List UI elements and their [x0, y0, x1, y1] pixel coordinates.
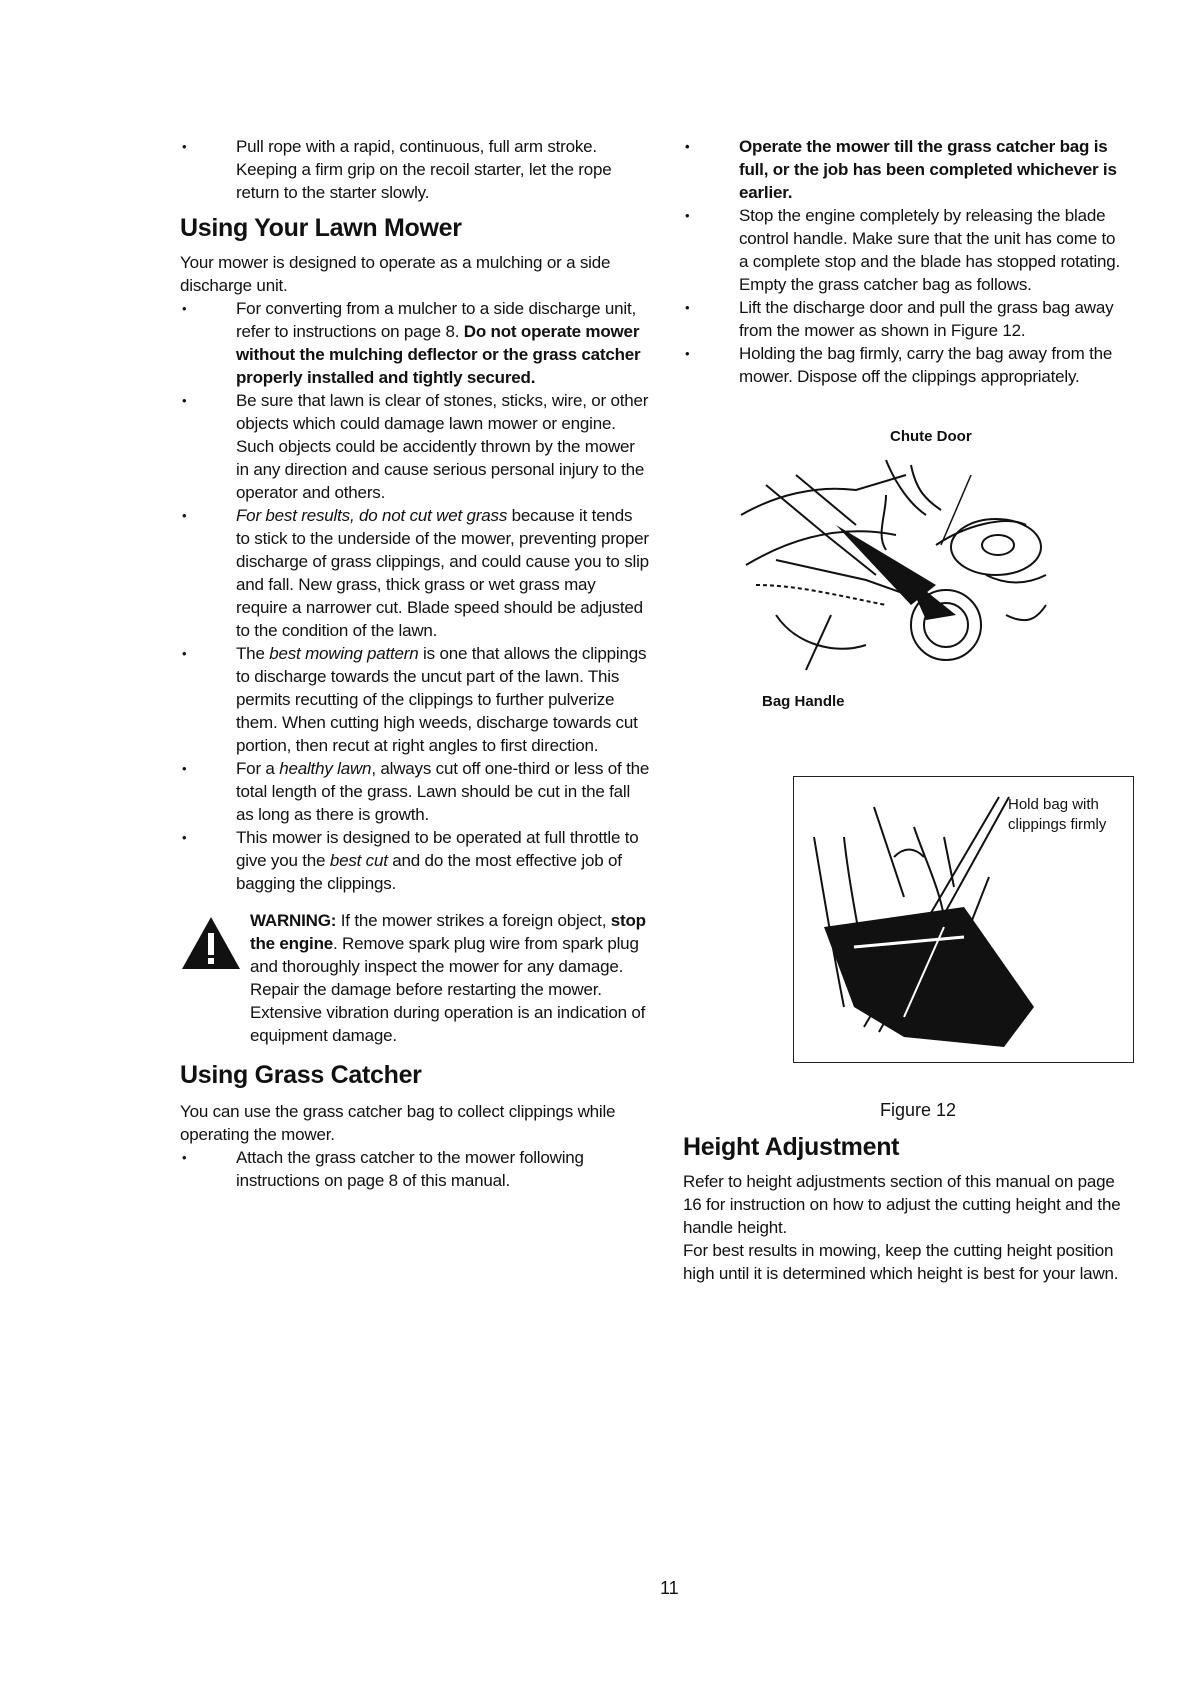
list-item: • Be sure that lawn is clear of stones, sticks, wire, or other objects which could damage lawn mower or engine. Such objects could be accidently thrown by the mower in any direction and cause serious personal injury to the operator and others. [180, 389, 650, 504]
list-item: • For converting from a mulcher to a side discharge unit, refer to instructions on page 8. Do not operate mower without the mulching deflector or the grass catcher properly installed and tightly secured. [180, 297, 650, 389]
height-paragraph-2: For best results in mowing, keep the cutting height position high until it is determined which height is best for your lawn. [683, 1241, 1119, 1283]
list-item: • For a healthy lawn, always cut off one-third or less of the total length of the grass. Lawn should be cut in the fall as long as there is growth. [180, 757, 650, 826]
list-item: • Stop the engine completely by releasing the blade control handle. Make sure that the unit has come to a complete stop and the blade has stopped rotating. Empty the grass catcher bag as follows. [683, 204, 1123, 296]
height-paragraph-1: Refer to height adjustments section of this manual on page 16 for instruction on how to adjust the cutting height and the handle height. [683, 1172, 1121, 1237]
grass-catcher-intro: You can use the grass catcher bag to collect clippings while operating the mower. [180, 1102, 616, 1144]
using-mower-bullets [180, 297, 650, 895]
hold-bag-label: Hold bag with clippings firmly [1008, 796, 1107, 833]
page-number: 11 [660, 1578, 679, 1598]
warning-block [180, 909, 650, 1047]
warning-triangle-icon [180, 915, 242, 971]
mulching-warning-text: Do not operate mower without the mulching deflector or the grass catcher properly installed and tightly secured. [236, 322, 641, 387]
figure-caption: Figure 12 [880, 1100, 957, 1120]
chute-door-label: Chute Door [890, 428, 972, 445]
hold-bag-illustration [793, 776, 1134, 1063]
warning-text: WARNING: If the mower strikes a foreign object, stop the engine. Remove spark plug wire from spark plug and thoroughly inspect the mower for any damage. Repair the damage before restarting the mower. Extensive vibration during operation is an indication of equipment damage. [250, 911, 646, 1045]
section-heading-using-mower: Using Your Lawn Mower [180, 214, 462, 242]
section-heading-height-adjustment: Height Adjustment [683, 1133, 900, 1161]
section-heading-grass-catcher: Using Grass Catcher [180, 1061, 422, 1089]
intro-bullet-list [180, 135, 650, 204]
list-item: • This mower is designed to be operated at full throttle to give you the best cut and do the most effective job of bagging the clippings. [180, 826, 650, 895]
bag-handle-label: Bag Handle [762, 693, 845, 710]
height-adjustment-section [683, 1133, 1128, 1285]
mower-chute-drawing [736, 455, 1136, 715]
list-item: • Holding the bag firmly, carry the bag away from the mower. Dispose off the clippings appropriately. [683, 342, 1123, 388]
list-item: • The best mowing pattern is one that allows the clippings to discharge towards the uncut part of the lawn. This permits recutting of the clippings to further pulverize them. When cutting high weeds, discharge towards cut portion, then recut at right angles to first direction. [180, 642, 650, 757]
list-item: • Pull rope with a rapid, continuous, full arm stroke. Keeping a firm grip on the recoil starter, let the rope return to the starter slowly. [180, 135, 650, 204]
left-column [180, 135, 650, 1192]
list-item: • Operate the mower till the grass catcher bag is full, or the job has been completed whichever is earlier. [683, 135, 1123, 204]
list-item: • Attach the grass catcher to the mower following instructions on page 8 of this manual. [180, 1146, 650, 1192]
catcher-steps-list [683, 135, 1123, 388]
chute-door-illustration [736, 428, 1136, 715]
using-mower-intro: Your mower is designed to operate as a mulching or a side discharge unit. [180, 253, 611, 295]
list-item: • Lift the discharge door and pull the grass bag away from the mower as shown in Figure 12. [683, 296, 1123, 342]
right-column [683, 135, 1123, 388]
list-item: • For best results, do not cut wet grass because it tends to stick to the underside of the mower, preventing proper discharge of grass clippings, and could cause you to slip and fall. New grass, thick grass or wet grass may require a narrower cut. Blade speed should be adjusted to the condition of the lawn. [180, 504, 650, 642]
grass-catcher-bullets [180, 1146, 650, 1192]
